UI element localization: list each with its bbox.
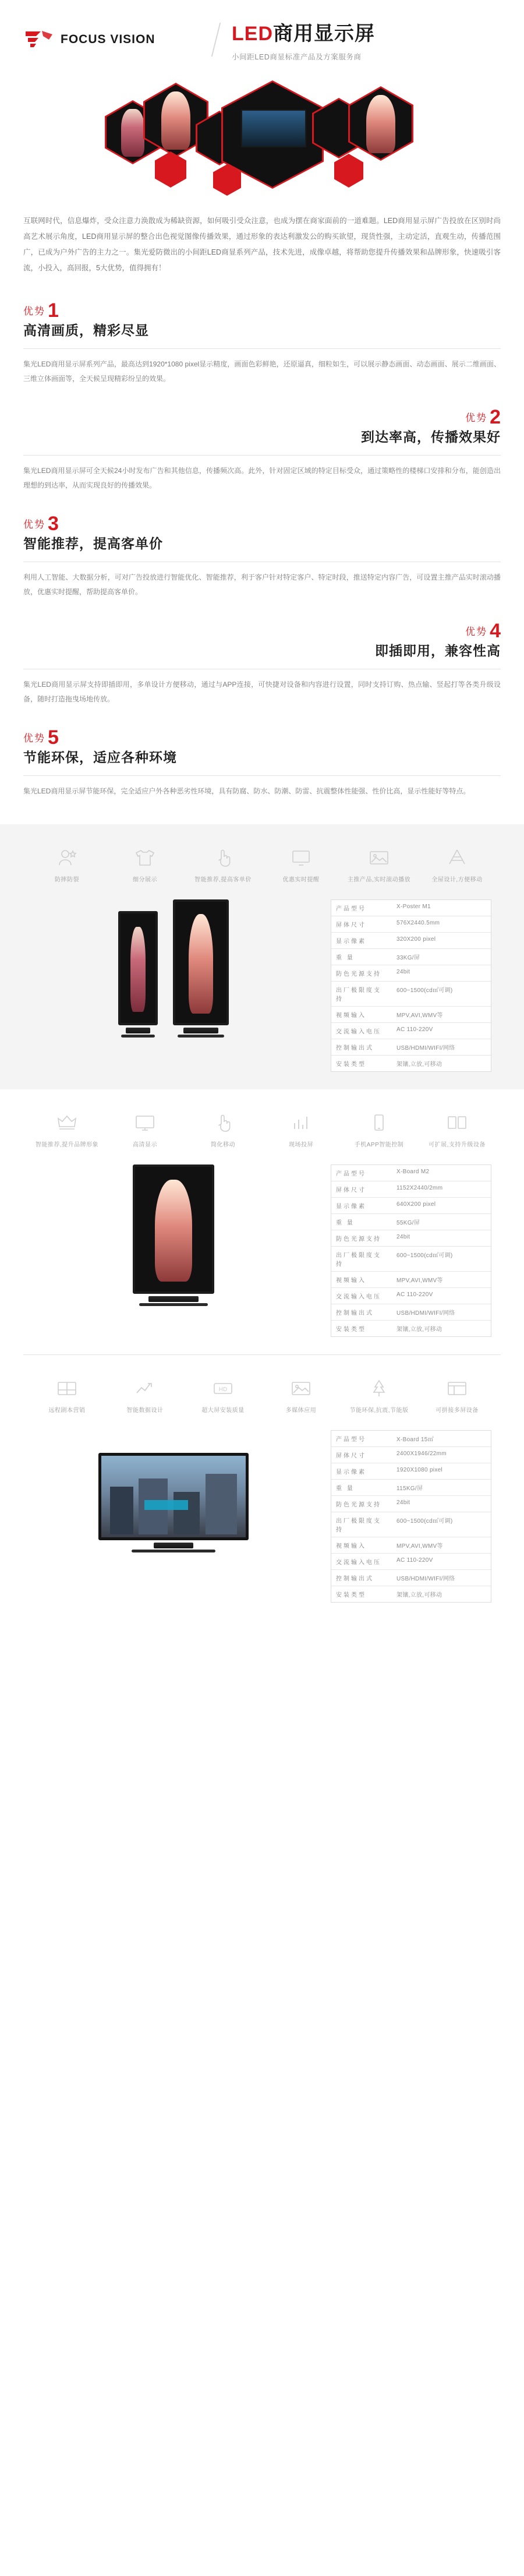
advantage-block-1: [0, 282, 524, 389]
feature-item: [423, 848, 491, 883]
spec-row: [331, 1023, 491, 1039]
product-section-1: [0, 824, 524, 1089]
spec-table-3: [331, 1430, 491, 1603]
feature-item: [345, 848, 413, 883]
spec-value: 33KG/屏: [396, 955, 420, 962]
hero-hex-accent-1: [155, 151, 186, 188]
spec-value: X-Poster M1: [396, 904, 431, 911]
spec-value: AC 110-220V: [396, 1291, 433, 1298]
spec-key: 重 量: [336, 955, 355, 962]
spec-value: 600~1500(cd㎡可调): [396, 1518, 453, 1525]
spec-value: 24bit: [396, 969, 410, 976]
feature-caption: 手机APP智能控制: [354, 1142, 404, 1149]
spec-row: [331, 965, 491, 982]
hd-icon: [211, 1378, 235, 1398]
product-row-3: [0, 1430, 524, 1603]
advantage-kicker-5: [23, 726, 59, 749]
advantage-word-2: 优势: [465, 412, 488, 424]
feature-item: [33, 1378, 101, 1414]
advantage-kicker-3: [23, 513, 59, 535]
product-section-3: [0, 1355, 524, 1620]
spec-key: 安装类型: [336, 1592, 366, 1599]
feature-caption: 远程剧本营销: [48, 1407, 86, 1414]
spec-value: 2400X1946/22mm: [396, 1451, 447, 1458]
feature-item: [423, 1378, 491, 1414]
spec-key: 视频输入: [336, 1012, 366, 1019]
spec-row: [331, 1230, 491, 1247]
advantage-word-4: 优势: [465, 626, 488, 637]
spec-value: AC 110-220V: [396, 1557, 433, 1564]
tshirt-icon: [133, 848, 157, 867]
spec-value: USB/HDMI/WIFI/网络: [396, 1310, 455, 1317]
hand-touch-icon: [211, 848, 235, 867]
feature-caption: 智能推荐,提升品牌形象: [35, 1142, 99, 1149]
spec-value: 600~1500(cd㎡可调): [396, 987, 453, 994]
advantage-block-5: [0, 709, 524, 801]
spec-table-2: [331, 1165, 491, 1337]
feature-caption: 防摔防裂: [55, 877, 79, 884]
feature-item: [267, 848, 335, 883]
spec-value: 640X200 pixel: [396, 1201, 436, 1208]
spec-value: 115KG/屏: [396, 1485, 423, 1492]
feature-caption: 可扩展,支持升级设备: [429, 1142, 486, 1149]
feature-item: [189, 848, 257, 883]
spec-value: 1920X1080 pixel: [396, 1467, 443, 1474]
spec-key: 屏体尺寸: [336, 1453, 366, 1460]
advantage-title-1: 高清画质，精彩尽显: [23, 322, 149, 338]
spec-table-1: [331, 899, 491, 1072]
feature-item: [345, 1378, 413, 1414]
advantage-title-5: 节能环保，适应各种环境: [23, 750, 177, 765]
hero-hex-poster-right: [348, 86, 413, 161]
product-section-2: [0, 1089, 524, 1354]
feature-item: [111, 848, 179, 883]
chart-bar-icon: [289, 1113, 313, 1132]
product-image-2: [33, 1165, 314, 1306]
advantage-desc-2: 集光LED商用显示屏可全天候24小时发布广告和其他信息，传播频次高。此外，针对固定区域的特定目标受众，通过策略性的楼梯口安排和分布，能创造出理想的到达率，从而实现良好的传播效果。: [23, 466, 501, 490]
feature-item: [33, 1113, 101, 1148]
advantage-desc-1: 集光LED商用显示屏系列产品，最高达到1920*1080 pixel显示精度，画面色彩鲜艳，还原逼真，细粒如生，可以展示静态画面、动态画面、展示二维画面、三维立体画面等，全天候呈现精彩纷呈的效果。: [23, 359, 501, 383]
spec-key: 控制输出式: [336, 1045, 374, 1052]
spec-row: [331, 982, 491, 1007]
spec-key: 防色光源支持: [336, 1502, 381, 1509]
crown-icon: [55, 1113, 79, 1132]
feature-caption: 多媒体应用: [285, 1407, 317, 1414]
spec-value: AC 110-220V: [396, 1026, 433, 1033]
spec-value: USB/HDMI/WIFI/网络: [396, 1045, 455, 1052]
spec-row: [331, 1480, 491, 1496]
spec-row: [331, 1496, 491, 1512]
feature-caption: 高清显示: [133, 1142, 157, 1149]
poster-screen-small: [118, 911, 158, 1038]
hand-touch-icon: [211, 1113, 235, 1132]
feature-item: [267, 1113, 335, 1148]
spec-key: 显示像素: [336, 938, 366, 945]
spec-row: [331, 916, 491, 933]
hero-hex-accent-3: [334, 154, 363, 188]
feature-caption: 智能数据设计: [126, 1407, 164, 1414]
advantage-word-3: 优势: [23, 519, 45, 531]
spec-value: MPV,AVI,WMV等: [396, 1012, 443, 1019]
advantage-block-3: [0, 495, 524, 602]
feature-row-2: [0, 1109, 524, 1165]
feature-item: [423, 1113, 491, 1148]
advantage-number-2: 2: [490, 405, 501, 428]
advantage-desc-5: 集光LED商用显示屏节能环保，完全适应户外各种恶劣性环境，具有防腐、防水、防潮、防雷、抗震整体性能强、性价比高，显示性能好等特点。: [23, 787, 470, 795]
advantage-title-4: 即插即用，兼容性高: [375, 643, 501, 658]
spec-key: 出厂极限度支持: [336, 1252, 381, 1268]
screen-icon: [289, 848, 313, 867]
product-row-1: [0, 899, 524, 1072]
spec-row: [331, 933, 491, 949]
feature-row-1: [0, 844, 524, 899]
spec-key: 控制输出式: [336, 1576, 374, 1583]
spec-row: [331, 1288, 491, 1304]
svg-text:HD: HD: [218, 1386, 228, 1393]
spec-key: 视频输入: [336, 1543, 366, 1550]
split-screen-icon: [445, 1113, 469, 1132]
spec-value: MPV,AVI,WMV等: [396, 1278, 443, 1285]
advantage-block-4: [0, 602, 524, 709]
feature-item: [345, 1113, 413, 1148]
spec-value: 架镶,立放,可移动: [396, 1061, 442, 1068]
spec-key: 显示像素: [336, 1469, 366, 1476]
spec-key: 显示像素: [336, 1204, 366, 1211]
phone-app-icon: [367, 1113, 391, 1132]
spec-key: 交流输入电压: [336, 1029, 381, 1036]
spec-key: 屏体尺寸: [336, 922, 366, 929]
spec-row: [331, 1247, 491, 1272]
spec-row: [331, 1321, 491, 1336]
spec-row: [331, 1512, 491, 1537]
advantage-word-1: 优势: [23, 305, 45, 317]
image-frame-icon: [55, 1378, 79, 1398]
advantage-desc-3: 利用人工智能、大数据分析，可对广告投放进行智能优化、智能推荐，利于客户针对特定客户、特定时段，推送特定内容广告，可设置主推产品实时滚动播放，优惠实时提醒，帮助提高客单价。: [23, 573, 501, 597]
spec-value: 55KG/屏: [396, 1220, 420, 1227]
feature-caption: 现场投屏: [289, 1142, 313, 1149]
spec-key: 安装类型: [336, 1061, 366, 1068]
spec-value: 24bit: [396, 1234, 410, 1241]
spec-row: [331, 1272, 491, 1288]
window-icon: [445, 1378, 469, 1398]
feature-row-3: [0, 1375, 524, 1430]
spec-row: [331, 1431, 491, 1447]
spec-row: [331, 900, 491, 916]
brand-logo: [23, 28, 215, 51]
advantage-rule-1: [23, 348, 501, 349]
product-image-1: [33, 899, 314, 1038]
spec-row: [331, 1570, 491, 1586]
spec-value: USB/HDMI/WIFI/网络: [396, 1576, 455, 1583]
spec-row: [331, 1198, 491, 1214]
feature-caption: 细分展示: [133, 877, 157, 884]
page-title-rest: 商用显示屏: [273, 23, 375, 45]
spec-key: 屏体尺寸: [336, 1187, 366, 1194]
spec-value: MPV,AVI,WMV等: [396, 1543, 443, 1550]
feature-caption: 简化移动: [211, 1142, 235, 1149]
spec-row: [331, 1214, 491, 1230]
spec-value: 320X200 pixel: [396, 936, 436, 943]
spec-value: 架镶,立放,可移动: [396, 1592, 442, 1599]
spec-key: 产品型号: [336, 1437, 366, 1444]
advantage-desc-4: 集光LED商用显示屏支持即插即用，多单设计方便移动，通过与APP连接，可快捷对设备和内容进行设置，同时支持订购、热点输、竖起打等各类升级设备，随时打造拖曳场地传放。: [23, 680, 501, 703]
spec-key: 产品型号: [336, 906, 366, 913]
feature-caption: 智能推荐,提高客单价: [194, 877, 252, 884]
feature-caption: 优惠实时提醒: [282, 877, 320, 884]
spec-value: 600~1500(cd㎡可调): [396, 1252, 453, 1259]
poster-screen-large: [173, 899, 229, 1038]
advantage-number-5: 5: [48, 726, 59, 749]
hero-banner: [0, 77, 524, 198]
spec-key: 重 量: [336, 1485, 355, 1492]
spec-value: 24bit: [396, 1499, 410, 1506]
tree-icon: [367, 1378, 391, 1398]
spec-key: 防色光源支持: [336, 971, 381, 978]
spec-key: 防色光源支持: [336, 1236, 381, 1243]
advantage-number-3: 3: [48, 513, 59, 535]
spec-key: 重 量: [336, 1220, 355, 1227]
spec-key: 出厂极限度支持: [336, 1518, 381, 1534]
spec-row: [331, 1304, 491, 1321]
spec-value: 1152X2440/2mm: [396, 1185, 443, 1192]
spec-row: [331, 1463, 491, 1480]
advantage-word-5: 优势: [23, 733, 45, 744]
brand-name: FOCUS VISION: [61, 33, 155, 46]
feature-caption: 节能环保,抗震,节能版: [349, 1407, 409, 1414]
spec-row: [331, 1447, 491, 1463]
page-title: [232, 17, 375, 46]
spec-row: [331, 1165, 491, 1181]
header-text-block: [232, 17, 375, 62]
feature-item: [111, 1378, 179, 1414]
feature-caption: 主推产品,实时滚动播放: [347, 877, 411, 884]
spec-value: 576X2440.5mm: [396, 920, 440, 927]
advantage-block-2: [0, 389, 524, 495]
bridge-icon: [445, 848, 469, 867]
feature-item: [267, 1378, 335, 1414]
page-title-accent: LED: [232, 23, 273, 45]
product-row-2: [0, 1165, 524, 1337]
advantage-kicker-1: [23, 299, 59, 322]
user-star-icon: [55, 848, 79, 867]
advantage-rule-5: [23, 775, 501, 776]
monitor-icon: [133, 1113, 157, 1132]
advantage-rule-2: [23, 455, 501, 456]
feature-caption: 可拼接多屏设备: [436, 1407, 479, 1414]
spec-key: 交流输入电压: [336, 1559, 381, 1566]
intro-paragraph: 互联网时代，信息爆炸，受众注意力涣散成为稀缺资源，如何吸引受众注意，也成为摆在商家面前的一道难题。LED商用显示屏广告投放在区别时尚高艺术展示角度，LED商用显示屏的整合出色视觉图像传播效果，通过形象的表达利激发公的购买欲望，现货性强，主动定活，直观生动，传播范围广，已成为户外广告的主力之一。集光爱防微出的小间距LED商显系列产品，技术先进，成像卓越，将帮助您提升传播效果和品牌形象，快速吸引客流，小投入，高回报，5大优势，值得拥有！: [23, 217, 501, 272]
spec-key: 安装类型: [336, 1326, 366, 1333]
spec-key: 出厂极限度支持: [336, 987, 381, 1003]
spec-row: [331, 1537, 491, 1554]
picture-icon: [289, 1378, 313, 1398]
page-subtitle: 小间距LED商显标准产品及方案服务商: [232, 53, 362, 61]
spec-row: [331, 1554, 491, 1570]
large-display-screen: [98, 1453, 249, 1552]
feature-item: [33, 848, 101, 883]
advantage-title-2: 到达率高，传播效果好: [361, 429, 501, 444]
advantage-title-3: 智能推荐，提高客单价: [23, 536, 163, 552]
advantage-number-4: 4: [490, 619, 501, 642]
page-header: [0, 0, 524, 75]
advantage-kicker-2: [465, 405, 501, 428]
spec-key: 视频输入: [336, 1278, 366, 1285]
spec-row: [331, 949, 491, 965]
focus-vision-logo-icon: [23, 28, 55, 51]
feature-item: [189, 1113, 257, 1148]
spec-row: [331, 1056, 491, 1071]
spec-row: [331, 1586, 491, 1602]
image-icon: [367, 848, 391, 867]
feature-item: [189, 1378, 257, 1414]
feature-caption: 超大屏安装质量: [201, 1407, 245, 1414]
feature-item: [111, 1113, 179, 1148]
spec-row: [331, 1007, 491, 1023]
spec-value: X-Board M2: [396, 1169, 430, 1176]
spec-row: [331, 1181, 491, 1198]
spec-value: 架镶,立放,可移动: [396, 1326, 442, 1333]
advantage-number-1: 1: [48, 299, 59, 322]
trend-up-icon: [133, 1378, 157, 1398]
spec-key: 控制输出式: [336, 1310, 374, 1317]
poster-screen-wide: [133, 1165, 214, 1306]
spec-row: [331, 1039, 491, 1056]
product-image-3: [33, 1430, 314, 1552]
advantage-kicker-4: [465, 619, 501, 642]
spec-key: 产品型号: [336, 1171, 366, 1178]
spec-value: X-Board 15㎡: [396, 1437, 434, 1444]
feature-caption: 全屋设计,方便移动: [431, 877, 483, 884]
spec-key: 交流输入电压: [336, 1294, 381, 1301]
